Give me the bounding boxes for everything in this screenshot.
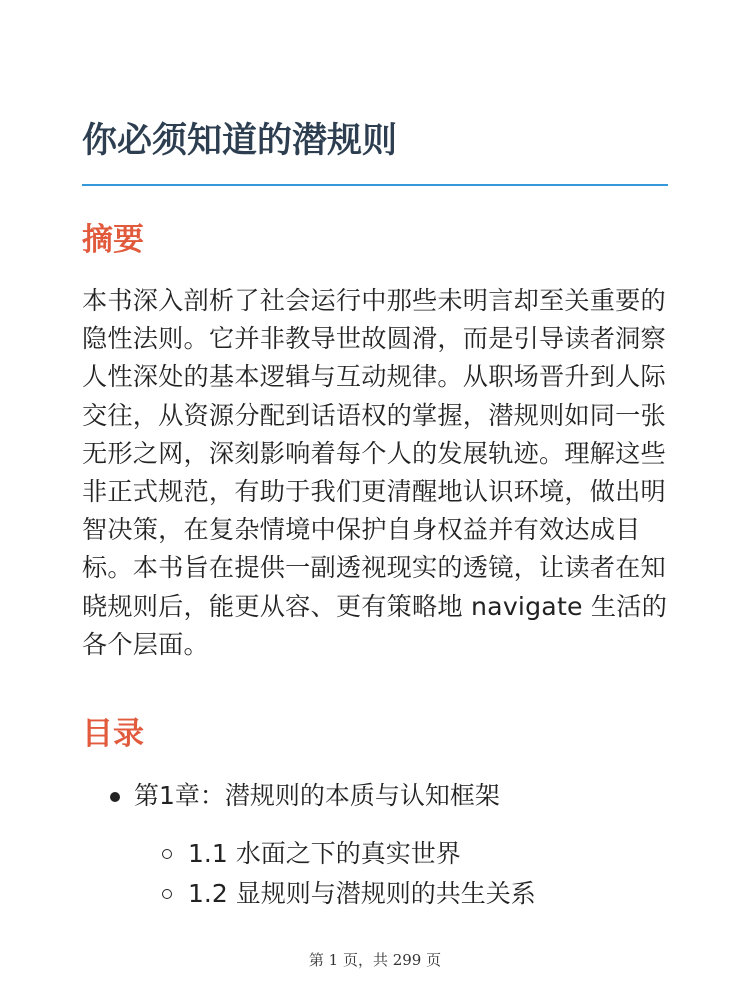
toc-chapter-1[interactable]	[112, 776, 500, 816]
summary-paragraph: 本书深入剖析了社会运行中那些未明言却至关重要的隐性法则。它并非教导世故圆滑，而是引导读者洞察人性深处的基本逻辑与互动规律。从职场晋升到人际交往，从资源分配到话语权的掌握，潜规则如同一张无形之网，深刻影响着每个人的发展轨迹。理解这些非正式规范，有助于我们更清醒地认识环境，做出明智决策，在复杂情境中保护自身权益并有效达成目标。本书旨在提供一副透视现实的透镜，让读者在知晓规则后，能更从容、更有策略地 navigate 生活的各个层面。	[82, 286, 668, 659]
hollow-bullet-icon	[162, 889, 172, 899]
toc-chapter-label: 第1章：潜规则的本质与认知框架	[134, 781, 500, 810]
summary-heading: 摘要	[82, 222, 144, 258]
toc-heading: 目录	[82, 716, 144, 752]
document-title: 你必须知道的潜规则	[82, 121, 398, 161]
hollow-bullet-icon	[162, 849, 172, 859]
toc-section-label: 1.1 水面之下的真实世界	[188, 839, 461, 868]
toc-section-1-1[interactable]	[162, 834, 461, 874]
toc-section-1-2[interactable]	[162, 874, 536, 914]
filled-bullet-icon	[110, 792, 120, 802]
toc-section-label: 1.2 显规则与潜规则的共生关系	[188, 879, 536, 908]
title-divider	[82, 184, 668, 186]
page-indicator: 第 1 页，共 299 页	[308, 951, 442, 969]
